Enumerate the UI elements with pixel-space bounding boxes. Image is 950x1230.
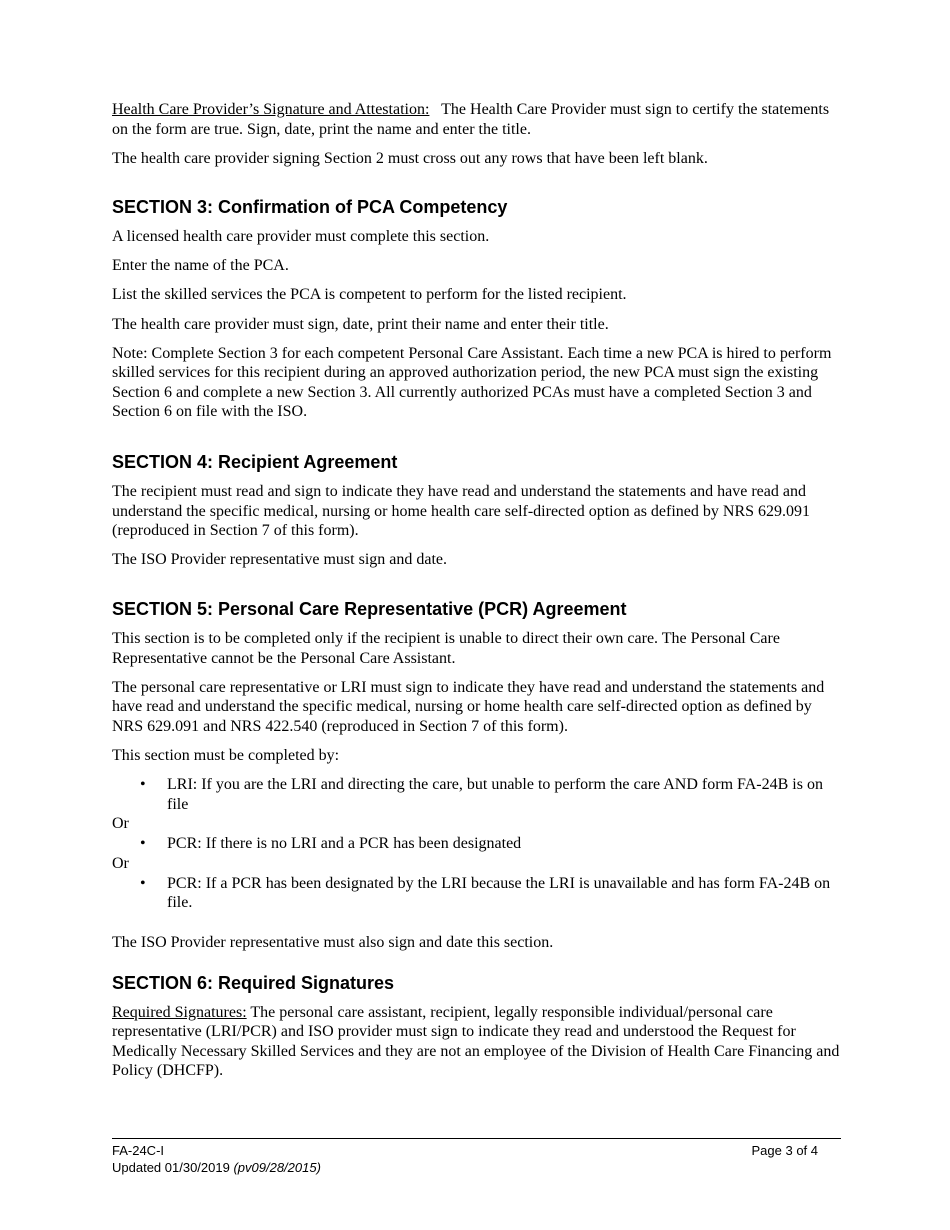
- or-label: Or: [112, 854, 129, 872]
- list-item-text: PCR: If there is no LRI and a PCR has been designated: [167, 835, 522, 853]
- section-6-paragraph: [112, 1003, 842, 1081]
- required-signatures-text: The personal care assistant, recipient, legally responsible individual/personal care representative (LRI/PCR) and ISO provider must sign to indicate they read and understood the Request for Medically Necessary Skilled Services and they are not an employee of the Division of Health Care Financing and Policy (DHCFP).: [112, 1003, 840, 1080]
- cross-out-note: The health care provider signing Section 2 must cross out any rows that have been left blank.: [112, 149, 708, 167]
- required-signatures-lead: Required Signatures:: [112, 1003, 247, 1021]
- form-id: FA-24C-I: [112, 1143, 165, 1158]
- page-footer: [112, 1138, 841, 1176]
- section-3-paragraph: A licensed health care provider must complete this section.: [112, 228, 490, 246]
- section-5-paragraph: This section is to be completed only if the recipient is unable to direct their own care. The Personal Care Representative cannot be the Personal Care Assistant.: [112, 629, 780, 667]
- bullet-icon: •: [140, 835, 146, 853]
- list-item-text: PCR: If a PCR has been designated by the LRI because the LRI is unavailable and has form FA-24B on file.: [167, 874, 831, 912]
- list-item: [112, 874, 842, 913]
- section-3-paragraph: The health care provider must sign, date, print their name and enter their title.: [112, 315, 609, 333]
- section-3-paragraph: Enter the name of the PCA.: [112, 257, 289, 275]
- bullet-icon: •: [140, 775, 146, 793]
- page-number: Page 3 of 4: [751, 1143, 818, 1158]
- signature-attestation-heading: Health Care Provider’s Signature and Attestation:: [112, 101, 430, 118]
- section-4-title: SECTION 4: Recipient Agreement: [112, 452, 398, 473]
- updated-date: Updated 01/30/2019: [112, 1160, 230, 1175]
- signature-attestation-text: The Health Care Provider must sign to certify the statements on the form are true. Sign, date, print the name and enter the title.: [112, 101, 830, 138]
- section-5-paragraph: The personal care representative or LRI must sign to indicate they have read and understand the statements and have read and understand the specific medical, nursing or home health care self-directed option as defined by NRS 629.091 and NRS 422.540 (reproduced in Section 7 of this form).: [112, 678, 825, 735]
- list-item-text: LRI: If you are the LRI and directing the care, but unable to perform the care AND form FA-24B is on file: [167, 775, 823, 813]
- section-5-paragraph: This section must be completed by:: [112, 746, 340, 764]
- section-5-title: SECTION 5: Personal Care Representative (PCR) Agreement: [112, 598, 627, 619]
- previous-version: (pv09/28/2015): [233, 1160, 321, 1175]
- document-body: [112, 100, 842, 1090]
- section-4-paragraph: The ISO Provider representative must sign and date.: [112, 551, 448, 569]
- section-4-paragraph: The recipient must read and sign to indicate they have read and understand the statements and have read and understand the specific medical, nursing or home health care self-directed option as defined by NRS 629.091 (reproduced in Section 7 of this form).: [112, 483, 811, 540]
- updated-date-line: [112, 1159, 841, 1176]
- section-3-title: SECTION 3: Confirmation of PCA Competency: [112, 197, 508, 218]
- section-3-paragraph: List the skilled services the PCA is competent to perform for the listed recipient.: [112, 286, 627, 304]
- list-item: [112, 834, 842, 854]
- section-5-closing: The ISO Provider representative must also sign and date this section.: [112, 933, 554, 951]
- signature-attestation-paragraph: [112, 100, 842, 139]
- or-label: Or: [112, 815, 129, 833]
- section-6-title: SECTION 6: Required Signatures: [112, 972, 395, 993]
- section-3-note: Note: Complete Section 3 for each competent Personal Care Assistant. Each time a new PCA is hired to perform skilled services for this recipient during an approved authorization period, the new PCA must sign the existing Section 6 and complete a new Section 3. All currently authorized PCAs must have a completed Section 3 and Section 6 on file with the ISO.: [112, 344, 832, 421]
- bullet-icon: •: [140, 874, 146, 892]
- list-item: [112, 775, 842, 814]
